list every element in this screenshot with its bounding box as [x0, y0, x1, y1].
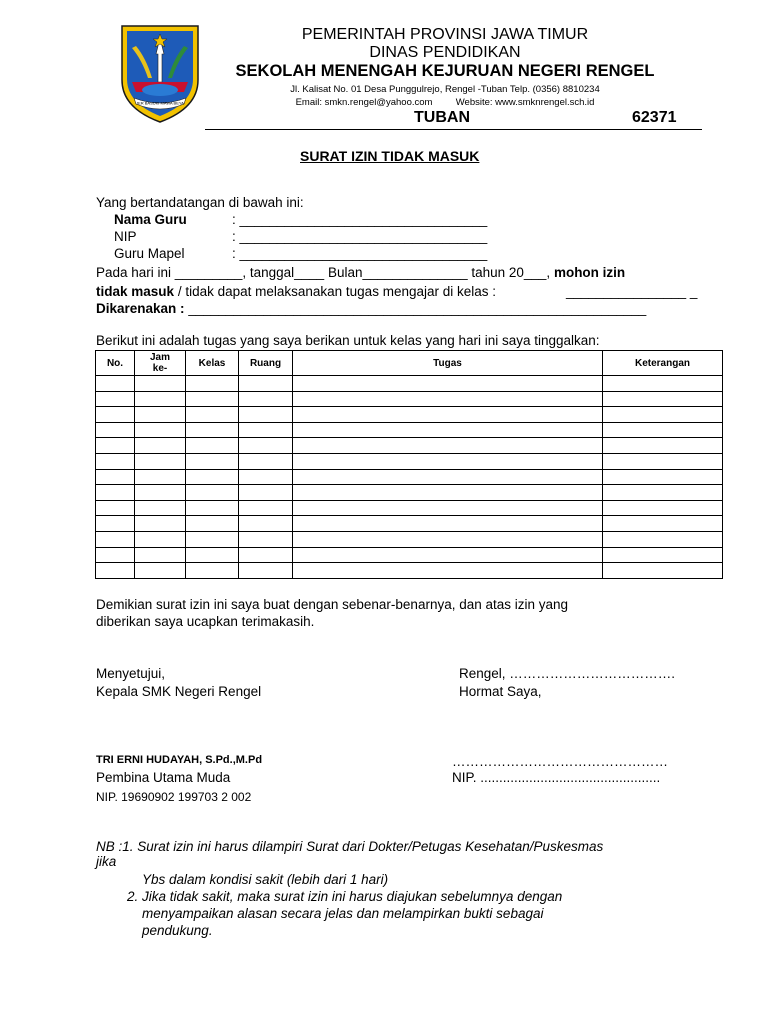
cell-tugas — [293, 563, 603, 579]
cell-keterangan — [603, 422, 723, 438]
cell-tugas — [293, 391, 603, 407]
sign-right-nip: NIP. ................................................ — [452, 770, 661, 785]
col-header-kelas: Kelas — [186, 351, 239, 376]
table-header-row — [96, 351, 723, 376]
sign-left-nip: NIP. 19690902 199703 2 002 — [96, 790, 252, 804]
cell-tugas — [293, 422, 603, 438]
nb-line-3: 2. Jika tidak sakit, maka surat izin ini harus diajukan sebelumnya dengan — [127, 889, 563, 904]
cell-ruang — [239, 469, 293, 485]
sign-right-place-date: Rengel, ………………………………. — [459, 666, 676, 681]
cell-keterangan — [603, 407, 723, 423]
intro-text: Yang bertandatangan di bawah ini: — [96, 195, 304, 210]
cell-keterangan — [603, 438, 723, 454]
paragraph-line-3-bold: Dikarenakan : — [96, 301, 185, 316]
table-row — [96, 453, 723, 469]
cell-tugas — [293, 531, 603, 547]
cell-kelas — [186, 563, 239, 579]
col-header-no: No. — [96, 351, 135, 376]
cell-tugas — [293, 547, 603, 563]
cell-kelas — [186, 438, 239, 454]
cell-keterangan — [603, 547, 723, 563]
table-row — [96, 485, 723, 501]
header-city: TUBAN — [414, 109, 470, 126]
cell-kelas — [186, 422, 239, 438]
sign-right-name: ………………………………………… — [452, 754, 668, 769]
cell-ruang — [239, 531, 293, 547]
cell-keterangan — [603, 531, 723, 547]
cell-keterangan — [603, 376, 723, 392]
cell-no — [96, 469, 135, 485]
cell-jam-ke — [135, 391, 186, 407]
cell-jam-ke — [135, 516, 186, 532]
cell-no — [96, 516, 135, 532]
header-line-government: PEMERINTAH PROVINSI JAWA TIMUR — [301, 26, 589, 43]
header-line-agency: DINAS PENDIDIKAN — [369, 44, 521, 61]
col-header-jam-ke: Jam ke- — [135, 351, 186, 376]
cell-kelas — [186, 469, 239, 485]
field-label-guru-mapel: Guru Mapel — [114, 246, 185, 261]
table-row — [96, 376, 723, 392]
cell-keterangan — [603, 453, 723, 469]
cell-keterangan — [603, 516, 723, 532]
cell-jam-ke — [135, 531, 186, 547]
table-row — [96, 438, 723, 454]
header-zip: 62371 — [632, 109, 677, 126]
nb-line-1b: jika — [96, 854, 117, 869]
header-website: Website: www.smknrengel.sch.id — [455, 97, 595, 108]
cell-kelas — [186, 500, 239, 516]
table-intro: Berikut ini adalah tugas yang saya berikan untuk kelas yang hari ini saya tinggalkan: — [96, 333, 600, 348]
header-divider — [205, 129, 702, 130]
field-label-nama-guru: Nama Guru — [114, 212, 187, 227]
paragraph-line-3-text: _____________________________________________________________ — [188, 301, 647, 316]
header-email: Email: smkn.rengel@yahoo.com — [295, 97, 433, 108]
table-row — [96, 422, 723, 438]
cell-kelas — [186, 391, 239, 407]
nb-line-5: pendukung. — [142, 923, 213, 938]
cell-kelas — [186, 407, 239, 423]
table-row — [96, 531, 723, 547]
cell-jam-ke — [135, 453, 186, 469]
cell-tugas — [293, 453, 603, 469]
cell-kelas — [186, 516, 239, 532]
cell-kelas — [186, 453, 239, 469]
field-value-nama-guru: : _________________________________ — [232, 212, 488, 227]
cell-ruang — [239, 391, 293, 407]
table-row — [96, 516, 723, 532]
sign-right-label-2: Hormat Saya, — [459, 684, 542, 699]
cell-no — [96, 391, 135, 407]
col-header-tugas: Tugas — [293, 351, 603, 376]
cell-tugas — [293, 438, 603, 454]
cell-ruang — [239, 376, 293, 392]
cell-ruang — [239, 422, 293, 438]
cell-ruang — [239, 438, 293, 454]
letter-title: SURAT IZIN TIDAK MASUK — [300, 148, 480, 164]
cell-no — [96, 407, 135, 423]
cell-ruang — [239, 547, 293, 563]
cell-ruang — [239, 453, 293, 469]
col-header-keterangan: Keterangan — [603, 351, 723, 376]
table-row — [96, 563, 723, 579]
cell-keterangan — [603, 391, 723, 407]
cell-tugas — [293, 485, 603, 501]
cell-kelas — [186, 376, 239, 392]
cell-tugas — [293, 516, 603, 532]
cell-ruang — [239, 500, 293, 516]
cell-keterangan — [603, 500, 723, 516]
cell-ruang — [239, 407, 293, 423]
cell-jam-ke — [135, 547, 186, 563]
cell-keterangan — [603, 485, 723, 501]
paragraph-line-2-bold: tidak masuk — [96, 284, 175, 299]
nb-line-2: Ybs dalam kondisi sakit (lebih dari 1 hari) — [142, 872, 389, 887]
cell-no — [96, 563, 135, 579]
field-value-guru-mapel: : _________________________________ — [232, 246, 488, 261]
cell-keterangan — [603, 469, 723, 485]
paragraph-line-2-text: / tidak dapat melaksanakan tugas mengajar di kelas : — [177, 284, 496, 299]
paragraph-line-1-text: Pada hari ini _________, tanggal____ Bulan______________ tahun 20___, — [96, 265, 551, 280]
paragraph-line-2 — [96, 284, 496, 299]
table-row — [96, 547, 723, 563]
paragraph-line-3 — [96, 301, 646, 316]
cell-kelas — [186, 547, 239, 563]
nb-line-4: menyampaikan alasan secara jelas dan melampirkan bukti sebagai — [142, 906, 544, 921]
cell-keterangan — [603, 563, 723, 579]
header-school-name: SEKOLAH MENENGAH KEJURUAN NEGERI RENGEL — [235, 62, 655, 80]
closing-line-1: Demikian surat izin ini saya buat dengan sebenar-benarnya, dan atas izin yang — [96, 597, 569, 612]
table-row — [96, 469, 723, 485]
col-header-ruang: Ruang — [239, 351, 293, 376]
cell-ruang — [239, 485, 293, 501]
cell-no — [96, 438, 135, 454]
field-label-nip: NIP — [114, 229, 137, 244]
table-row — [96, 407, 723, 423]
cell-ruang — [239, 516, 293, 532]
cell-no — [96, 531, 135, 547]
cell-no — [96, 485, 135, 501]
table-row — [96, 391, 723, 407]
cell-jam-ke — [135, 438, 186, 454]
cell-no — [96, 500, 135, 516]
header-contact — [200, 97, 690, 108]
paragraph-line-1 — [96, 265, 716, 280]
sign-left-rank: Pembina Utama Muda — [96, 770, 231, 785]
closing-line-2: diberikan saya ucapkan terimakasih. — [96, 614, 315, 629]
table-row — [96, 500, 723, 516]
cell-jam-ke — [135, 407, 186, 423]
cell-no — [96, 547, 135, 563]
cell-jam-ke — [135, 469, 186, 485]
field-value-nip: : _________________________________ — [232, 229, 488, 244]
cell-jam-ke — [135, 500, 186, 516]
cell-tugas — [293, 376, 603, 392]
sign-left-label-2: Kepala SMK Negeri Rengel — [96, 684, 262, 699]
cell-no — [96, 376, 135, 392]
header-address: Jl. Kalisat No. 01 Desa Punggulrejo, Rengel -Tuban Telp. (0356) 8810234 — [290, 84, 600, 95]
sign-left-name: TRI ERNI HUDAYAH, S.Pd.,M.Pd — [96, 754, 263, 766]
cell-jam-ke — [135, 376, 186, 392]
svg-text:JER BASUKI MAWA BEYA: JER BASUKI MAWA BEYA — [136, 100, 184, 106]
cell-tugas — [293, 500, 603, 516]
cell-tugas — [293, 469, 603, 485]
cell-no — [96, 422, 135, 438]
cell-no — [96, 453, 135, 469]
cell-kelas — [186, 485, 239, 501]
cell-jam-ke — [135, 422, 186, 438]
school-logo — [118, 20, 202, 124]
cell-jam-ke — [135, 563, 186, 579]
cell-jam-ke — [135, 485, 186, 501]
cell-ruang — [239, 563, 293, 579]
assignment-table — [95, 350, 723, 579]
cell-kelas — [186, 531, 239, 547]
cell-tugas — [293, 407, 603, 423]
nb-line-1: NB :1. Surat izin ini harus dilampiri Surat dari Dokter/Petugas Kesehatan/Puskesmas — [96, 839, 604, 854]
sign-left-label-1: Menyetujui, — [96, 666, 166, 681]
paragraph-line-1-bold: mohon izin — [553, 265, 626, 280]
paragraph-line-2-blank: ________________ _ — [566, 284, 698, 299]
